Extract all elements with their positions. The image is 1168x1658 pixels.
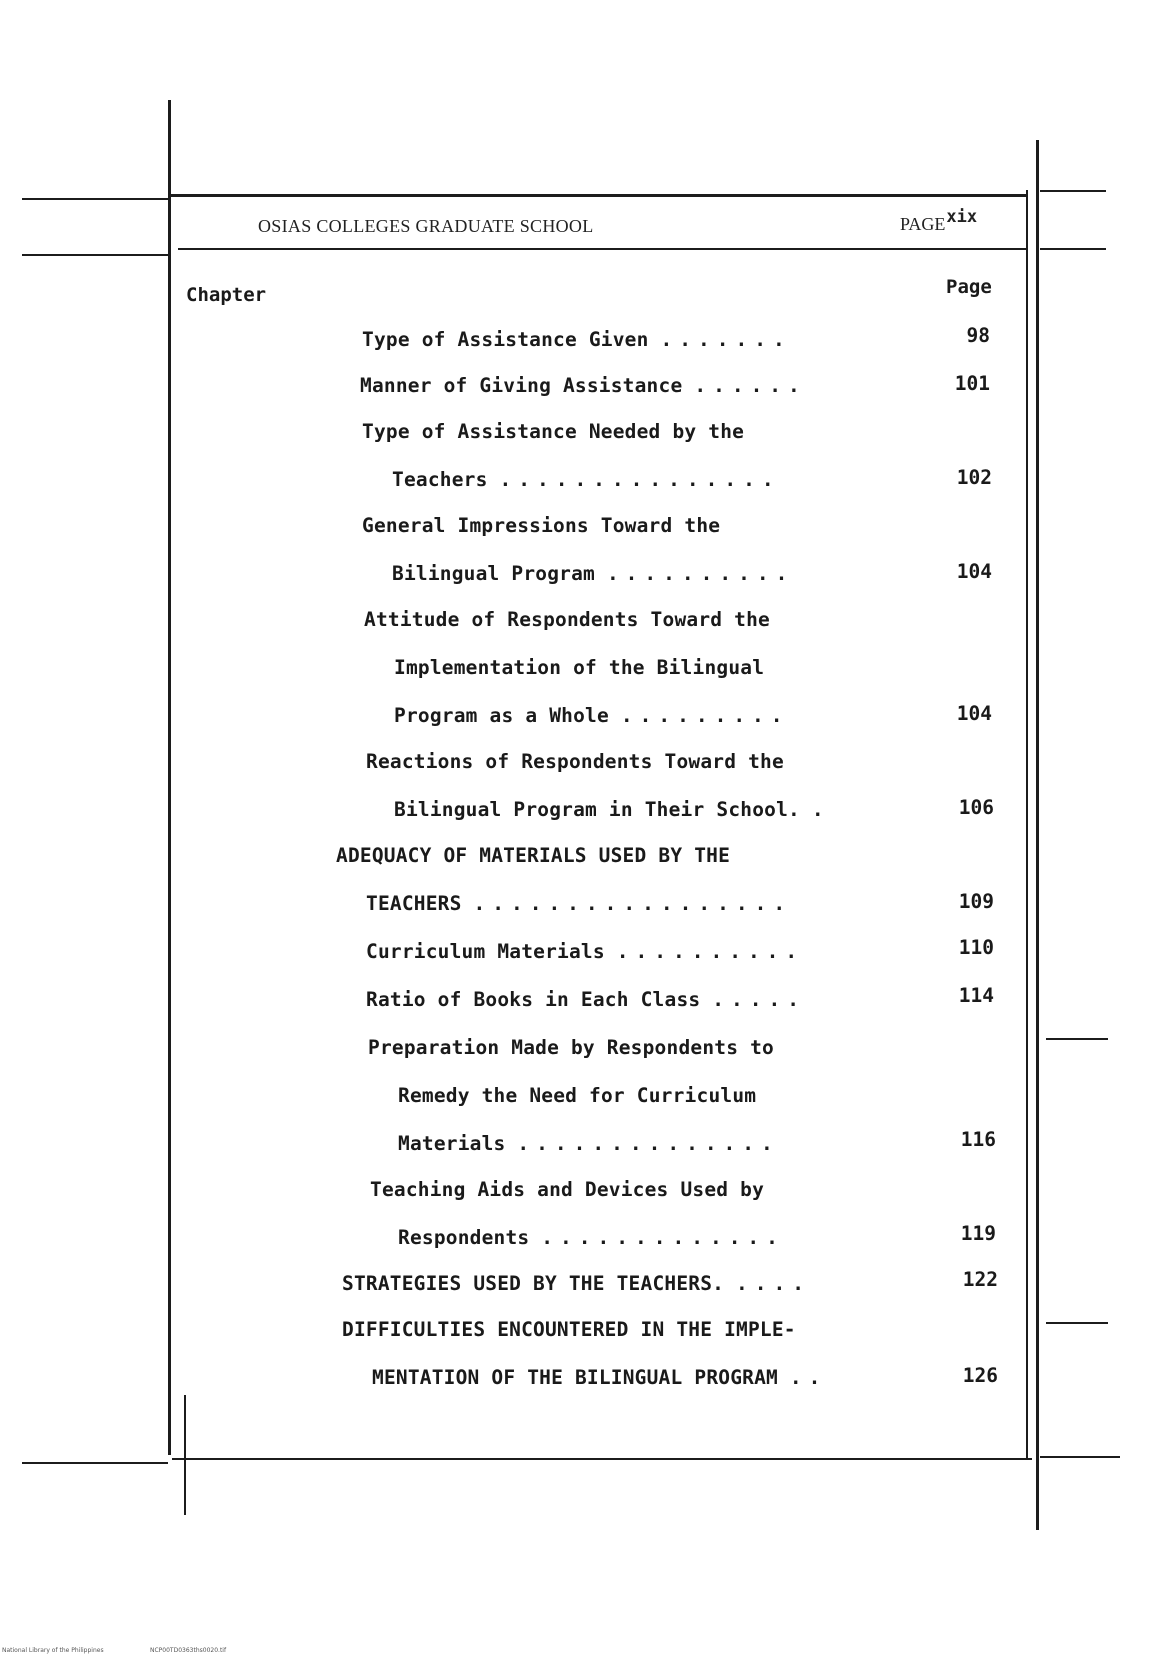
toc-entry-text: Teaching Aids and Devices Used by xyxy=(370,1178,765,1201)
toc-entry-text: Type of Assistance Needed by the xyxy=(362,420,745,443)
toc-entry-text: Program as a Whole ......... xyxy=(394,704,790,727)
page-indicator xyxy=(900,207,978,235)
margin-mark-right-4 xyxy=(1046,1322,1108,1324)
toc-entry-page: 122 xyxy=(962,1268,998,1291)
toc-entry-page: 126 xyxy=(962,1364,998,1387)
page-label: PAGE xyxy=(900,214,946,234)
toc-entry-text: Type of Assistance Given ....... xyxy=(362,328,792,351)
toc-entry-text: Remedy the Need for Curriculum xyxy=(398,1084,757,1107)
left-inner-rule xyxy=(184,1395,186,1515)
toc-entry-page: 110 xyxy=(958,936,994,959)
toc-entry-text: Bilingual Program in Their School. . xyxy=(394,798,831,821)
right-inner-rule xyxy=(1026,190,1028,1460)
chapter-column-label: Chapter xyxy=(186,284,267,306)
scan-source-label: National Library of the Philippines xyxy=(2,1647,104,1654)
toc-entry-page: 106 xyxy=(958,796,994,819)
toc-entry-page: 102 xyxy=(956,466,992,489)
right-border-rule xyxy=(1036,140,1039,1530)
toc-entry-text: Attitude of Respondents Toward the xyxy=(364,608,770,631)
margin-mark-right-5 xyxy=(1040,1456,1120,1458)
toc-entry-text: STRATEGIES USED BY THE TEACHERS. .... xyxy=(342,1272,812,1295)
footer-rule xyxy=(172,1458,1032,1460)
toc-entry-page: 114 xyxy=(958,984,994,1007)
institution-name: OSIAS COLLEGES GRADUATE SCHOOL xyxy=(258,216,594,236)
page-number: xix xyxy=(946,207,978,227)
margin-mark-right-1 xyxy=(1040,190,1106,192)
toc-entry-text: Reactions of Respondents Toward the xyxy=(366,750,784,773)
margin-mark-left-3 xyxy=(22,1462,168,1464)
header-bottom-rule xyxy=(178,248,1028,250)
toc-entry-text: ADEQUACY OF MATERIALS USED BY THE xyxy=(336,844,731,867)
toc-entry-text: DIFFICULTIES ENCOUNTERED IN THE IMPLE- xyxy=(342,1318,796,1341)
toc-entry-text: Bilingual Program .......... xyxy=(392,562,795,585)
toc-entry-text: Curriculum Materials .......... xyxy=(366,940,805,963)
toc-entry-text: Teachers ............... xyxy=(392,468,781,491)
left-border-rule xyxy=(168,100,171,1455)
margin-mark-left-2 xyxy=(22,254,168,256)
margin-mark-left-1 xyxy=(22,198,168,200)
scan-file-label: NCP00TD0363ths0020.tif xyxy=(150,1647,227,1654)
toc-entry-text: Respondents ............. xyxy=(398,1226,785,1249)
toc-entry-text: Materials .............. xyxy=(398,1132,780,1155)
toc-entry-text: Manner of Giving Assistance ...... xyxy=(360,374,807,397)
header-top-rule xyxy=(170,194,1028,197)
toc-entry-page: 104 xyxy=(956,560,992,583)
toc-entry-page: 104 xyxy=(956,702,992,725)
toc-entry-text: Preparation Made by Respondents to xyxy=(368,1036,774,1059)
toc-entry-page: 109 xyxy=(958,890,994,913)
toc-entry-text: TEACHERS ................. xyxy=(366,892,793,915)
toc-entry-text: Implementation of the Bilingual xyxy=(394,656,765,679)
toc-entry-text: Ratio of Books in Each Class ..... xyxy=(366,988,806,1011)
toc-entry-page: 119 xyxy=(960,1222,996,1245)
page-column-label: Page xyxy=(946,276,992,298)
toc-entry-page: 101 xyxy=(954,372,990,395)
toc-entry-text: General Impressions Toward the xyxy=(362,514,721,537)
toc-entry-page: 116 xyxy=(960,1128,996,1151)
margin-mark-right-3 xyxy=(1046,1038,1108,1040)
margin-mark-right-2 xyxy=(1040,248,1106,250)
toc-entry-text: MENTATION OF THE BILINGUAL PROGRAM .. xyxy=(372,1366,828,1389)
toc-entry-page: 98 xyxy=(966,324,990,347)
